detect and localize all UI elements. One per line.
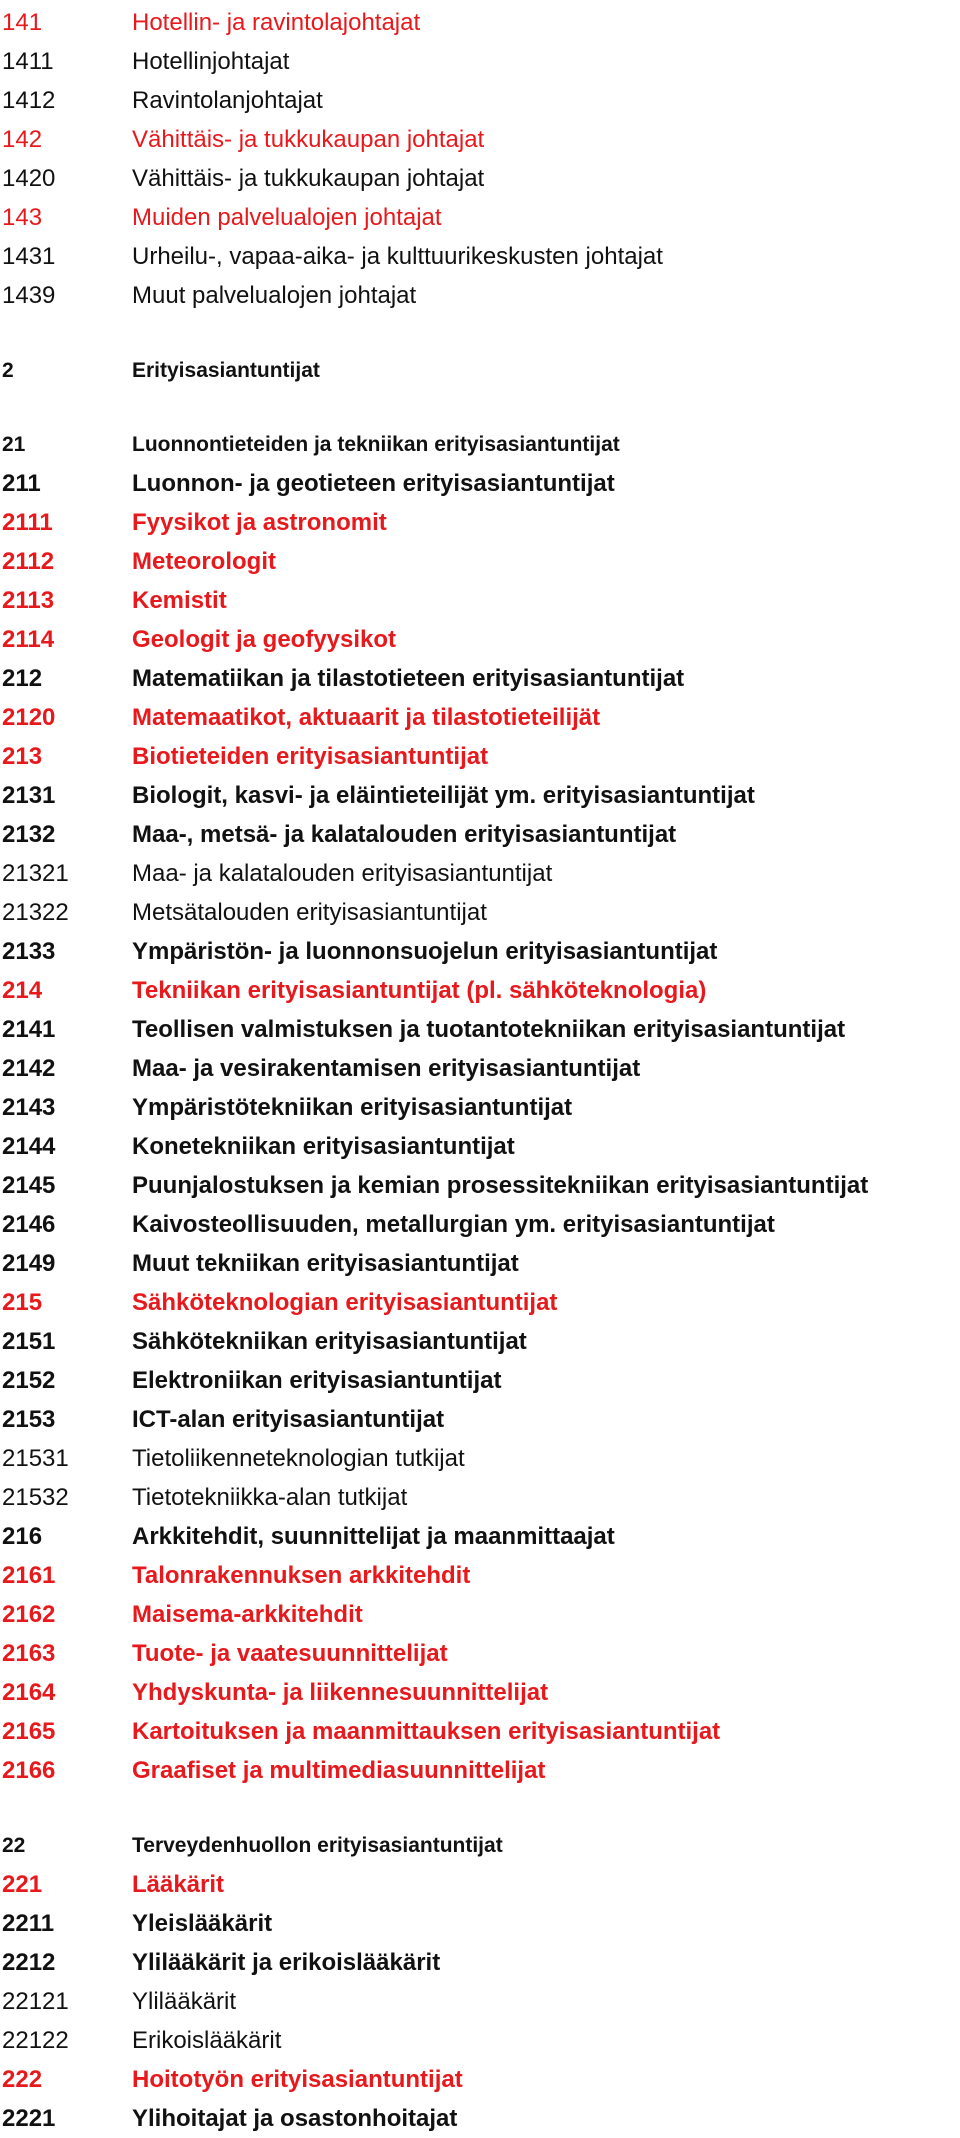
list-row bbox=[0, 1323, 960, 1361]
occupation-label: Graafiset ja multimediasuunnittelijat bbox=[132, 1757, 546, 1784]
occupation-code: 2111 bbox=[2, 509, 53, 536]
occupation-code: 2133 bbox=[2, 938, 56, 965]
occupation-label: Maisema-arkkitehdit bbox=[132, 1601, 363, 1628]
occupation-code: 2145 bbox=[2, 1172, 56, 1199]
list-row bbox=[0, 82, 960, 120]
occupation-code: 21 bbox=[2, 433, 26, 456]
occupation-label: Tuote- ja vaatesuunnittelijat bbox=[132, 1640, 448, 1667]
occupation-code: 21322 bbox=[2, 899, 69, 926]
list-row bbox=[0, 1713, 960, 1751]
occupation-code: 21531 bbox=[2, 1445, 69, 1472]
list-row bbox=[0, 2022, 960, 2060]
occupation-code: 214 bbox=[2, 977, 43, 1004]
occupation-code: 1431 bbox=[2, 243, 56, 270]
occupation-label: Metsätalouden erityisasiantuntijat bbox=[132, 899, 487, 926]
occupation-label: Muut palvelualojen johtajat bbox=[132, 282, 417, 309]
list-row bbox=[0, 199, 960, 237]
occupation-label: Hotellin- ja ravintolajohtajat bbox=[132, 9, 421, 36]
occupation-code: 2211 bbox=[2, 1910, 55, 1937]
list-row bbox=[0, 972, 960, 1010]
occupation-label: Erityisasiantuntijat bbox=[132, 359, 320, 382]
occupation-code: 22 bbox=[2, 1834, 26, 1857]
occupation-label: Biotieteiden erityisasiantuntijat bbox=[132, 743, 489, 770]
list-row bbox=[0, 2061, 960, 2099]
occupation-code: 143 bbox=[2, 204, 43, 231]
occupation-label: Kaivosteollisuuden, metallurgian ym. erityisasiantuntijat bbox=[132, 1211, 775, 1238]
occupation-label: Luonnontieteiden ja tekniikan erityisasiantuntijat bbox=[132, 433, 620, 456]
occupation-label: Ylilääkärit bbox=[132, 1988, 237, 2015]
occupation-code: 2153 bbox=[2, 1406, 56, 1433]
list-row bbox=[0, 1905, 960, 1943]
occupation-label: Terveydenhuollon erityisasiantuntijat bbox=[132, 1834, 503, 1857]
list-row bbox=[0, 1596, 960, 1634]
list-row bbox=[0, 352, 960, 390]
list-row bbox=[0, 1050, 960, 1088]
list-row bbox=[0, 543, 960, 581]
occupation-label: Arkkitehdit, suunnittelijat ja maanmittaajat bbox=[132, 1523, 615, 1550]
list-row bbox=[0, 1635, 960, 1673]
occupation-code: 2132 bbox=[2, 821, 56, 848]
occupation-label: Maa- ja kalatalouden erityisasiantuntijat bbox=[132, 860, 553, 887]
occupation-label: Lääkärit bbox=[132, 1871, 225, 1898]
list-row bbox=[0, 699, 960, 737]
occupation-label: ICT-alan erityisasiantuntijat bbox=[132, 1406, 445, 1433]
occupation-code: 2149 bbox=[2, 1250, 56, 1277]
occupation-code: 2144 bbox=[2, 1133, 56, 1160]
occupation-label: Hotellinjohtajat bbox=[132, 48, 290, 75]
list-row bbox=[0, 238, 960, 276]
occupation-code: 21532 bbox=[2, 1484, 69, 1511]
occupation-label: Sähköteknologian erityisasiantuntijat bbox=[132, 1289, 558, 1316]
occupation-label: Sähkötekniikan erityisasiantuntijat bbox=[132, 1328, 527, 1355]
list-row bbox=[0, 160, 960, 198]
occupation-label: Ylilääkärit ja erikoislääkärit bbox=[132, 1949, 441, 1976]
list-row bbox=[0, 1827, 960, 1865]
occupation-label: Vähittäis- ja tukkukaupan johtajat bbox=[132, 126, 485, 153]
list-row bbox=[0, 121, 960, 159]
occupation-code: 2161 bbox=[2, 1562, 56, 1589]
occupation-code: 21321 bbox=[2, 860, 69, 887]
list-row bbox=[0, 1011, 960, 1049]
occupation-code: 2114 bbox=[2, 626, 55, 653]
occupation-label: Yhdyskunta- ja liikennesuunnittelijat bbox=[132, 1679, 549, 1706]
occupation-label: Matematiikan ja tilastotieteen erityisasiantuntijat bbox=[132, 665, 685, 692]
occupation-code: 2165 bbox=[2, 1718, 56, 1745]
occupation-code: 213 bbox=[2, 743, 43, 770]
occupation-label: Geologit ja geofyysikot bbox=[132, 626, 397, 653]
occupation-label: Maa- ja vesirakentamisen erityisasiantuntijat bbox=[132, 1055, 641, 1082]
list-row bbox=[0, 1245, 960, 1283]
list-row bbox=[0, 1167, 960, 1205]
occupation-code: 2212 bbox=[2, 1949, 56, 1976]
occupation-label: Muiden palvelualojen johtajat bbox=[132, 204, 442, 231]
occupation-code: 2146 bbox=[2, 1211, 56, 1238]
occupation-label: Talonrakennuksen arkkitehdit bbox=[132, 1562, 471, 1589]
occupation-label: Vähittäis- ja tukkukaupan johtajat bbox=[132, 165, 485, 192]
occupation-code: 221 bbox=[2, 1871, 43, 1898]
occupation-code: 1420 bbox=[2, 165, 56, 192]
occupation-label: Meteorologit bbox=[132, 548, 276, 575]
list-row bbox=[0, 816, 960, 854]
occupation-label: Biologit, kasvi- ja eläintieteilijät ym. erityisasiantuntijat bbox=[132, 782, 755, 809]
occupation-label: Muut tekniikan erityisasiantuntijat bbox=[132, 1250, 519, 1277]
list-row bbox=[0, 1128, 960, 1166]
occupation-label: Ravintolanjohtajat bbox=[132, 87, 323, 114]
occupation-label: Erikoislääkärit bbox=[132, 2027, 282, 2054]
list-row bbox=[0, 855, 960, 893]
list-row bbox=[0, 1401, 960, 1439]
list-row bbox=[0, 426, 960, 464]
occupation-code: 142 bbox=[2, 126, 43, 153]
occupation-label: Puunjalostuksen ja kemian prosessitekniikan erityisasiantuntijat bbox=[132, 1172, 869, 1199]
list-row bbox=[0, 1866, 960, 1904]
occupation-label: Ympäristötekniikan erityisasiantuntijat bbox=[132, 1094, 573, 1121]
list-row bbox=[0, 504, 960, 542]
occupation-code: 2113 bbox=[2, 587, 55, 614]
occupation-code: 2143 bbox=[2, 1094, 56, 1121]
occupation-code: 216 bbox=[2, 1523, 43, 1550]
occupation-code: 2 bbox=[2, 359, 14, 382]
occupation-label: Urheilu-, vapaa-aika- ja kulttuurikeskusten johtajat bbox=[132, 243, 663, 270]
occupation-code: 2151 bbox=[2, 1328, 56, 1355]
occupation-code: 22122 bbox=[2, 2027, 69, 2054]
occupation-label: Kartoituksen ja maanmittauksen erityisasiantuntijat bbox=[132, 1718, 721, 1745]
occupation-code: 2152 bbox=[2, 1367, 56, 1394]
occupation-code: 2221 bbox=[2, 2105, 56, 2132]
list-row bbox=[0, 1362, 960, 1400]
occupation-label: Elektroniikan erityisasiantuntijat bbox=[132, 1367, 502, 1394]
occupation-code: 1411 bbox=[2, 48, 54, 75]
occupation-code: 222 bbox=[2, 2066, 43, 2093]
list-row bbox=[0, 933, 960, 971]
occupation-code: 211 bbox=[2, 470, 41, 497]
occupation-label: Teollisen valmistuksen ja tuotantotekniikan erityisasiantuntijat bbox=[132, 1016, 846, 1043]
occupation-code: 2112 bbox=[2, 548, 55, 575]
occupation-label: Fyysikot ja astronomit bbox=[132, 509, 387, 536]
occupation-label: Kemistit bbox=[132, 587, 227, 614]
occupation-code: 212 bbox=[2, 665, 43, 692]
list-row bbox=[0, 43, 960, 81]
list-row bbox=[0, 2100, 960, 2138]
occupation-label: Ylihoitajat ja osastonhoitajat bbox=[132, 2105, 458, 2132]
occupation-code: 215 bbox=[2, 1289, 43, 1316]
occupation-code: 2166 bbox=[2, 1757, 56, 1784]
occupation-code: 2141 bbox=[2, 1016, 56, 1043]
list-row bbox=[0, 1518, 960, 1556]
occupation-label: Tietoliikenneteknologian tutkijat bbox=[132, 1445, 465, 1472]
occupation-label: Tietotekniikka-alan tutkijat bbox=[132, 1484, 408, 1511]
occupation-label: Maa-, metsä- ja kalatalouden erityisasiantuntijat bbox=[132, 821, 677, 848]
list-row bbox=[0, 1089, 960, 1127]
occupation-label: Konetekniikan erityisasiantuntijat bbox=[132, 1133, 515, 1160]
list-row bbox=[0, 1983, 960, 2021]
list-row bbox=[0, 1674, 960, 1712]
list-row bbox=[0, 777, 960, 815]
list-row bbox=[0, 465, 960, 503]
occupation-code: 2131 bbox=[2, 782, 56, 809]
list-row bbox=[0, 738, 960, 776]
list-row bbox=[0, 1206, 960, 1244]
list-row bbox=[0, 1284, 960, 1322]
occupation-code: 141 bbox=[2, 9, 43, 36]
occupation-code: 2164 bbox=[2, 1679, 56, 1706]
occupation-code: 2162 bbox=[2, 1601, 56, 1628]
occupation-code: 2163 bbox=[2, 1640, 56, 1667]
list-row bbox=[0, 660, 960, 698]
occupation-label: Matemaatikot, aktuaarit ja tilastotieteilijät bbox=[132, 704, 601, 731]
list-row bbox=[0, 621, 960, 659]
list-row bbox=[0, 582, 960, 620]
list-row bbox=[0, 1479, 960, 1517]
occupation-code: 22121 bbox=[2, 1988, 69, 2015]
list-row bbox=[0, 894, 960, 932]
occupation-label: Ympäristön- ja luonnonsuojelun erityisasiantuntijat bbox=[132, 938, 718, 965]
occupation-label: Tekniikan erityisasiantuntijat (pl. sähköteknologia) bbox=[132, 977, 707, 1004]
list-row bbox=[0, 277, 960, 315]
occupation-code: 2142 bbox=[2, 1055, 56, 1082]
occupation-label: Yleislääkärit bbox=[132, 1910, 273, 1937]
occupation-code: 1439 bbox=[2, 282, 56, 309]
occupation-code: 2120 bbox=[2, 704, 56, 731]
list-row bbox=[0, 1557, 960, 1595]
list-row bbox=[0, 1440, 960, 1478]
occupation-label: Luonnon- ja geotieteen erityisasiantuntijat bbox=[132, 470, 615, 497]
list-row bbox=[0, 1752, 960, 1790]
occupation-label: Hoitotyön erityisasiantuntijat bbox=[132, 2066, 463, 2093]
occupation-code: 1412 bbox=[2, 87, 56, 114]
list-row bbox=[0, 1944, 960, 1982]
list-row bbox=[0, 4, 960, 42]
